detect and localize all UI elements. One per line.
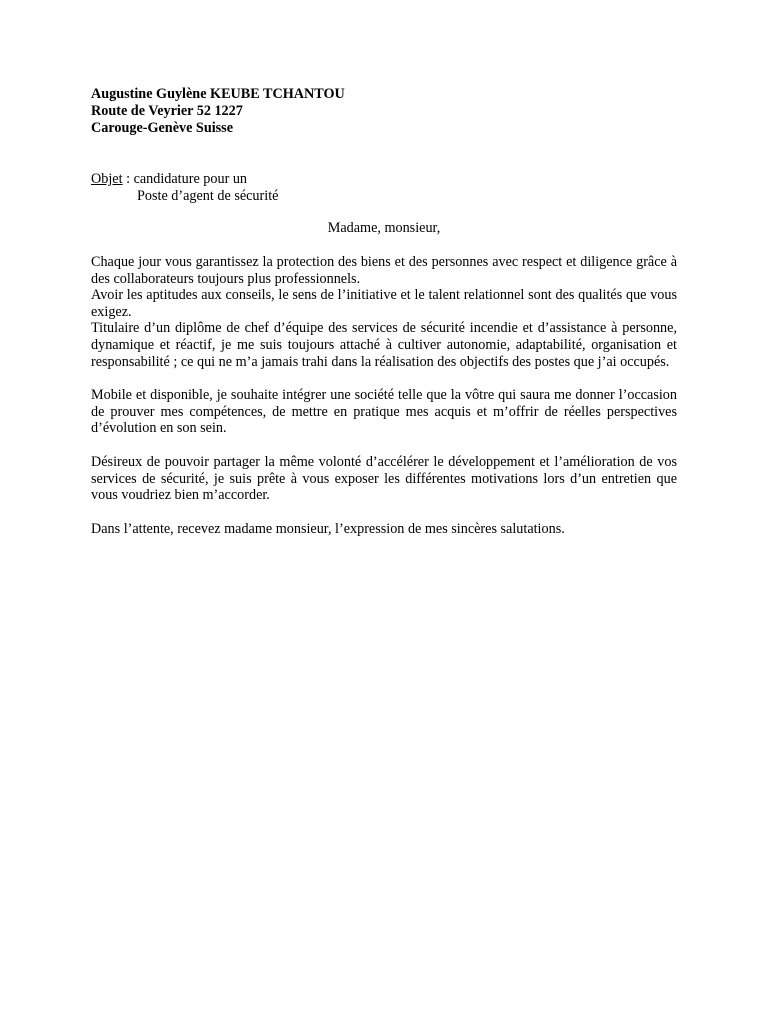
subject-line1 (91, 171, 278, 188)
paragraph-3: Titulaire d’un diplôme de chef d’équipe des services de sécurité incendie et d’assistance à personne, dynamique et réactif, je me suis toujours attaché à cultiver autonomie, adaptabilité, organisation et responsabilité ; ce qui ne m’a jamais trahi dans la réalisation des objectifs des postes que j’ai occupés. (91, 320, 677, 370)
paragraph-2: Avoir les aptitudes aux conseils, le sens de l’initiative et le talent relationnel sont des qualités que vous exigez. (91, 287, 677, 320)
paragraph-4: Mobile et disponible, je souhaite intégrer une société telle que la vôtre qui saura me donner l’occasion de prouver mes compétences, de mettre en pratique mes acquis et m’offrir de réelles perspectives d’évolution en son sein. (91, 387, 677, 437)
salutation: Madame, monsieur, (327, 220, 441, 236)
paragraph-6: Dans l’attente, recevez madame monsieur, l’expression de mes sincères salutations. (91, 520, 565, 537)
paragraph-5: Désireux de pouvoir partager la même volonté d’accélérer le développement et l’amélioration de vos services de sécurité, je suis prête à vous exposer les différentes motivations lors d’un entretien que vous voudriez bien m’accorder. (91, 453, 677, 504)
subject-line1-text: : candidature pour un (122, 171, 248, 187)
sender-block (91, 86, 345, 137)
sender-name: Augustine Guylène KEUBE TCHANTOU (91, 86, 345, 102)
sender-address-line2: Carouge-Genève Suisse (91, 120, 233, 136)
sender-address-line1: Route de Veyrier 52 1227 (91, 103, 243, 119)
letter-body (91, 254, 677, 537)
subject-label: Objet (91, 171, 123, 187)
paragraph-1: Chaque jour vous garantissez la protection des biens et des personnes avec respect et diligence grâce à des collaborateurs toujours plus professionnels. (91, 254, 677, 287)
subject-block (91, 171, 278, 205)
subject-line2: Poste d’agent de sécurité (137, 188, 279, 204)
